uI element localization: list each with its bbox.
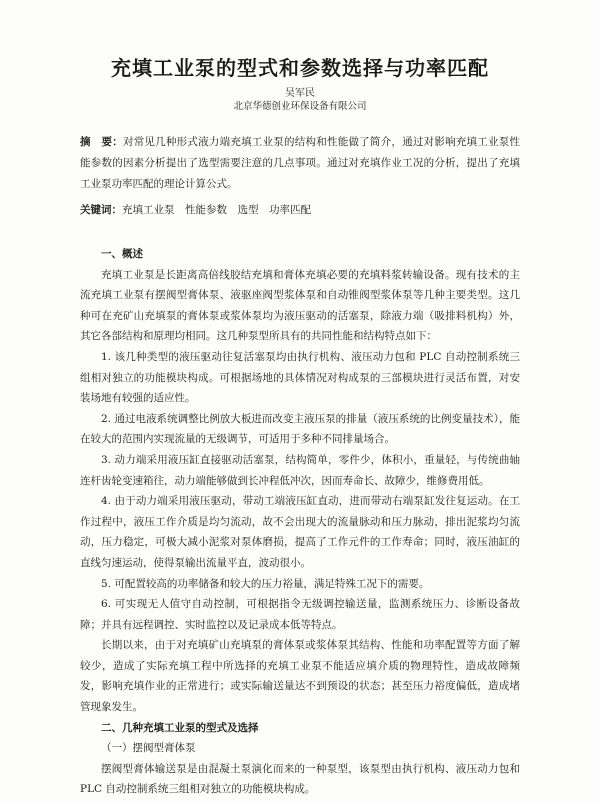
list-item: 1. 该几种类型的液压驱动往复活塞泵均由执行机构、液压动力包和 PLC 自动控制系统三组相对独立的功能模块构成。可根据场地的具体情况对构成泵的三部模块进行灵活布置，对安装场地有较强的适应性。 <box>80 350 520 405</box>
author: 吴军民 <box>285 88 315 99</box>
keywords-label: 关键词： <box>80 204 122 216</box>
paragraph: 充填工业泵是长距离高倍线胶结充填和膏体充填必要的充填料浆转输设备。现有技术的主流充填工业泵有摆阀型膏体泵、液驱座阀型浆体泵和自动锥阀型浆体泵等几种主要类型。这几种可在充矿山充填泵的膏体泵或浆体泵均为液压驱动的活塞泵，除液力端（吸排料机构）外，其它各部结构和原理均相同。这几种泵型所具有的共同性能和结构特点如下： <box>80 268 520 343</box>
list-item: 4. 由于动力端采用液压驱动，带动工端液压缸直动，进而带动右端泵缸发往复运动。在工作过程中，液压工作介质是均匀流动，故不会出现大的流量脉动和压力脉动，排出泥浆均匀流动，压力稳定，可极大减小泥浆对泵体磨损，提高了工作元件的工作寿命；同时，液压油缸的直线匀速运动，使得泵输出流量平直，波动很小。 <box>80 495 520 569</box>
paragraph: 摆阀型膏体输送泵是由混凝土泵演化而来的一种泵型，该泵型由执行机构、液压动力包和 PLC 自动控制系统三组相对独立的功能模块构成。 <box>80 762 520 796</box>
abstract <box>80 132 520 195</box>
paragraph: 长期以来，由于对充填矿山充填泵的膏体泵或浆体泵其结构、性能和功率配置等方面了解较少，造成了实际充填工程中所选择的充填工业泵不能适应填介质的物理特性，造成故障频发，影响充填作业的正常进行；或实际输送量达不到预设的状态；甚至压力裕度偏低，造成堵管现象发生。 <box>80 639 520 714</box>
list-item: 2. 通过电液系统调整比例放大板进而改变主液压泵的排量（液压系统的比例变量技术），能在较大的范围内实现流量的无级调节，可适用于多种不同排量场合。 <box>80 412 520 446</box>
abstract-text: 对常见几种形式液力端充填工业泵的结构和性能做了简介，通过对影响充填工业泵性能参数的因素分析提出了选型需要注意的几点事项。通过对充填作业工况的分析，提出了充填工业泵功率匹配的理论计算公式。 <box>80 136 521 190</box>
abstract-label: 摘 要： <box>80 136 123 148</box>
subsection-heading: （一）摆阀型膏体泵 <box>101 742 196 755</box>
affiliation: 北京华德创业环保设备有限公司 <box>233 101 367 112</box>
list-item: 5. 可配置较高的功率储备和较大的压力裕量，满足特殊工况下的需要。 <box>101 577 430 590</box>
keywords <box>80 200 520 220</box>
paper-title: 充填工业泵的型式和参数选择与功率匹配 <box>111 56 489 80</box>
list-item: 6. 可实现无人值守自动控制，可根据指令无级调控输送量，监测系统压力、诊断设备故障；并具有远程调控、实时监控以及记录成本低等特点。 <box>80 598 520 631</box>
section-heading: 一、概述 <box>101 248 143 260</box>
body-text <box>80 244 520 800</box>
keywords-text: 充填工业泵 性能参数 选型 功率匹配 <box>122 204 311 216</box>
section-heading: 二、几种充填工业泵的型式及选择 <box>101 721 259 734</box>
list-item: 3. 动力端采用液压缸直接驱动活塞泵，结构简单，零件少，体积小，重量轻，与传统曲轴连杆齿轮变速箱往，动力端能够做到长冲程低冲次，因而寿命长、故障少，维修费用低。 <box>80 453 520 487</box>
